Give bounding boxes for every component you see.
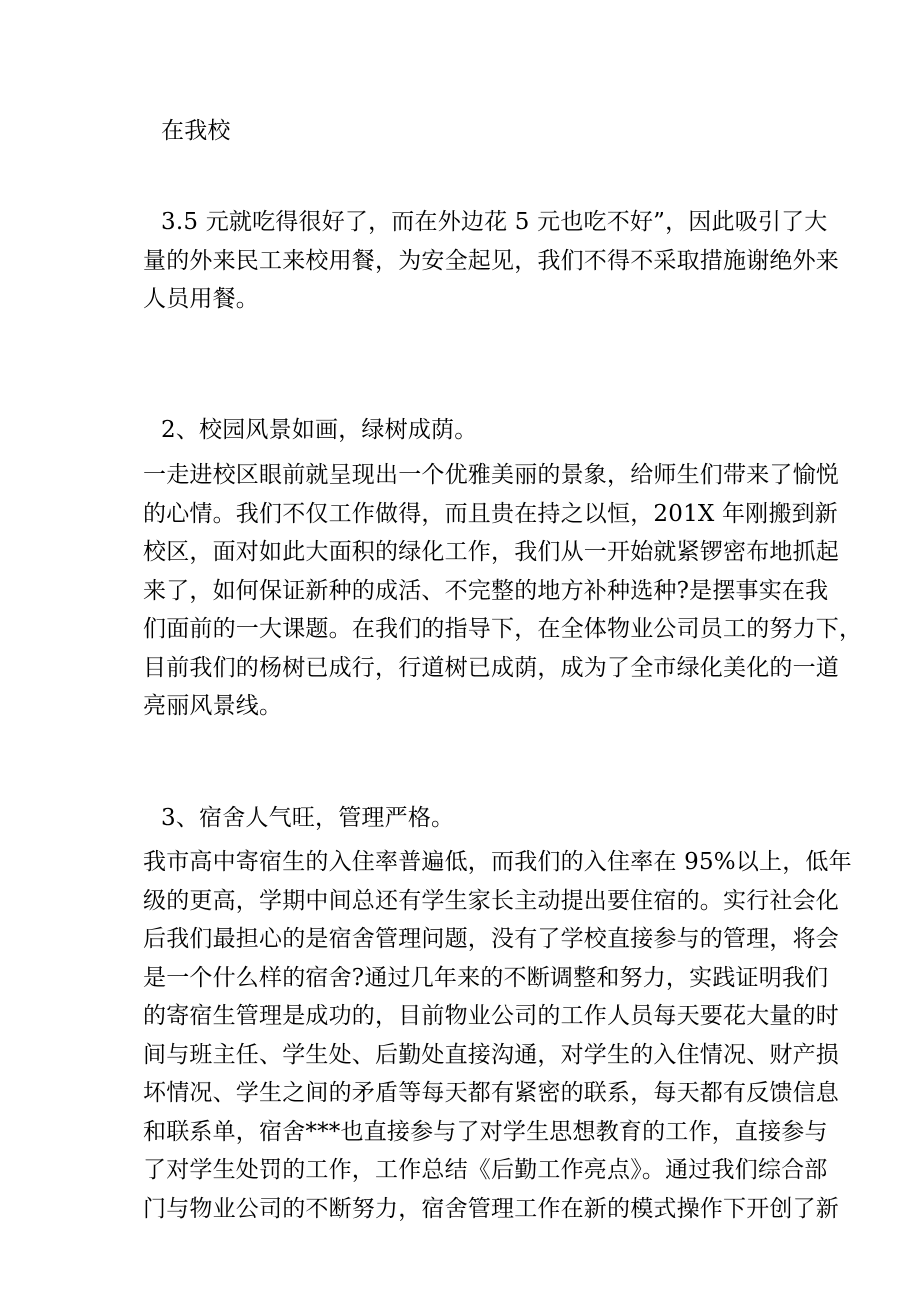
text-line: 校区，面对如此大面积的绿化工作，我们从一开始就紧锣密布地抓起: [143, 539, 839, 565]
paragraph-intro: [143, 112, 783, 151]
text-line: 和联系单，宿舍***也直接参与了对学生思想教育的工作，直接参与: [143, 1118, 828, 1145]
text-line: 了对学生处罚的工作，工作总结《后勤工作亮点》。通过我们综合部: [143, 1157, 828, 1183]
text-line: 人员用餐。: [143, 286, 259, 312]
text-line: 的寄宿生管理是成功的，目前物业公司的工作人员每天要花大量的时: [143, 1003, 839, 1029]
text-line: 来了，如何保证新种的成活、不完整的地方补种选种?是摆事实在我: [143, 577, 829, 604]
paragraph-meal: [143, 203, 839, 319]
text-line: 间与班主任、学生处、后勤处直接沟通，对学生的入住情况、财产损: [143, 1041, 839, 1068]
text-line: 3.5 元就吃得很好了，而在外边花 5 元也吃不好”，因此吸引了大: [161, 209, 828, 235]
text-line: 亮丽风景线。: [143, 693, 283, 719]
paragraph-campus: [143, 456, 863, 726]
text-line: 们面前的一大课题。在我们的指导下，在全体物业公司员工的努力下，: [143, 616, 863, 642]
section-title: 2、校园风景如画，绿树成荫。: [161, 417, 478, 443]
text-line: 我市高中寄宿生的入住率普遍低，而我们的入住率在 95%以上，低年: [143, 849, 852, 875]
text-line: 在我校: [161, 118, 231, 144]
section-heading-2: [143, 411, 783, 450]
text-line: 是一个什么样的宿舍?通过几年来的不断调整和努力，实践证明我们: [143, 964, 829, 991]
text-line: 门与物业公司的不断努力，宿舍管理工作在新的模式操作下开创了新: [143, 1195, 839, 1222]
text-line: 一走进校区眼前就呈现出一个优雅美丽的景象，给师生们带来了愉悦: [143, 462, 839, 488]
text-line: 后我们最担心的是宿舍管理问题，没有了学校直接参与的管理，将会: [143, 926, 839, 952]
text-line: 的心情。我们不仅工作做得，而且贵在持之以恒，201X 年刚搬到新: [143, 500, 838, 527]
section-title: 3、宿舍人气旺，管理严格。: [161, 805, 455, 831]
text-line: 坏情况、学生之间的矛盾等每天都有紧密的联系，每天都有反馈信息: [143, 1080, 839, 1106]
section-heading-3: [143, 799, 783, 838]
text-line: 级的更高，学期中间总还有学生家长主动提出要住宿的。实行社会化: [143, 887, 839, 914]
text-line: 量的外来民工来校用餐，为安全起见，我们不得不采取措施谢绝外来: [143, 247, 839, 274]
text-line: 目前我们的杨树已成行，行道树已成荫，成为了全市绿化美化的一道: [143, 654, 839, 681]
paragraph-dormitory: [143, 843, 852, 1228]
